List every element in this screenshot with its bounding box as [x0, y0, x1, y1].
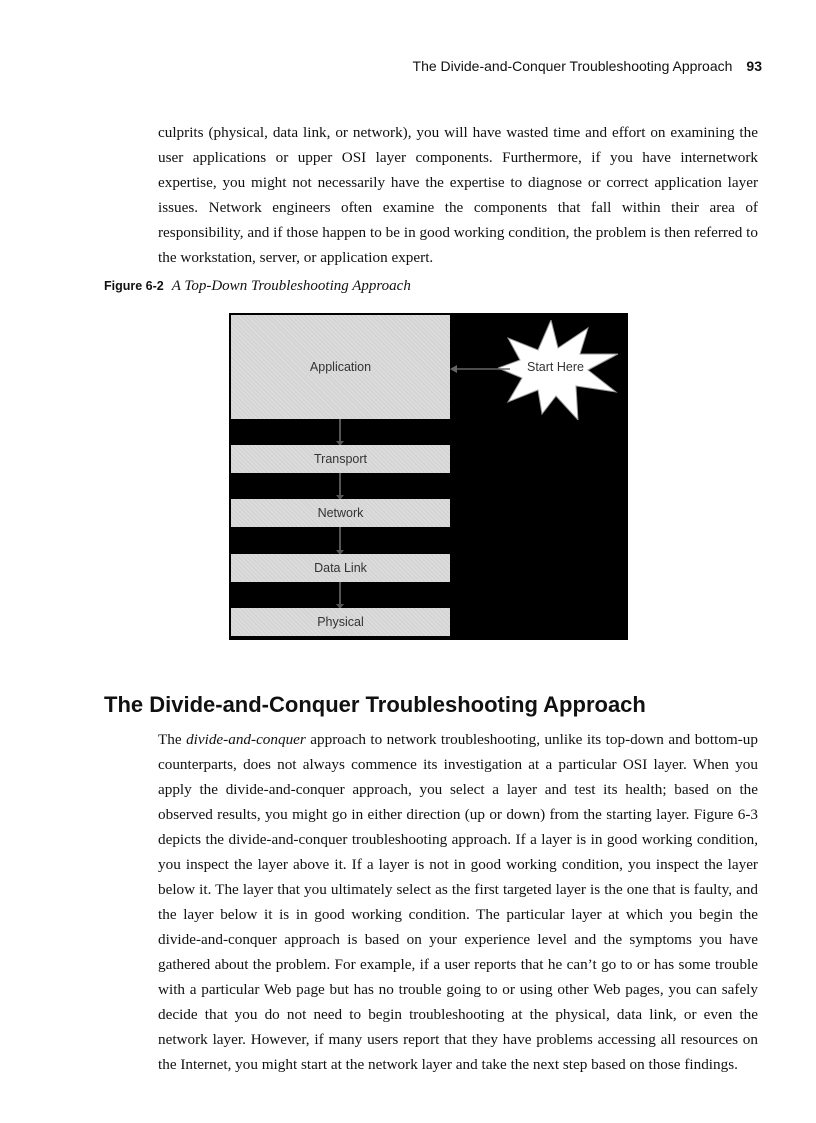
layer-label: Application [309, 360, 372, 374]
figure-caption [104, 277, 411, 295]
section-heading: The Divide-and-Conquer Troubleshooting Approach [104, 692, 646, 717]
paragraph-text: approach to network troubleshooting, unlike its top-down and bottom-up counterparts, does not always commence its investigation at a particular OSI layer. When you apply the divide-and-conquer approach, you select a layer and test its health; based on the observed results, you might go in either direction (up or down) from the starting layer. Figure 6-3 depicts the divide-and-conquer troubleshooting approach. If a layer is in good working condition, you inspect the layer above it. If a layer is not in good working condition, you inspect the layer below it. The layer that you ultimately select as the first targeted layer is the one that is faulty, and the layer below it is in good working condition. The particular layer at which you begin the divide-and-conquer approach is based on your experience level and the symptoms you have gathered about the problem. For example, if a user reports that he can’t go to or has some trouble with a particular Web page but has no trouble going to or using other Web pages, you can safely decide that you do not need to begin troubleshooting at the physical, data link, or even the network layer. However, if many users report that they have problems accessing all resources on the Internet, you might start at the network layer and take the next step based on those findings. [158, 731, 758, 1073]
italic-term: divide-and-conquer [186, 731, 306, 748]
layer-application [231, 315, 450, 419]
figure-label: Figure 6-2 [104, 279, 164, 293]
start-here-label: Start Here [527, 360, 584, 374]
figure-title: A Top-Down Troubleshooting Approach [171, 278, 411, 294]
layer-network [231, 499, 450, 527]
layer-label: Network [317, 506, 364, 520]
left-arrow-icon [450, 363, 510, 375]
body-paragraph: culprits (physical, data link, or network), you will have wasted time and effort on examining the user applications or upper OSI layer components. Furthermore, if you have internetwork expertise, you might not necessarily have the expertise to diagnose or correct application layer issues. Network engineers often examine the components that fall within their area of responsibility, and if those happen to be in good working condition, the problem is then referred to the workstation, server, or application expert. [158, 124, 758, 266]
running-head-title: The Divide-and-Conquer Troubleshooting Approach [412, 58, 733, 74]
top-down-diagram [229, 313, 628, 640]
down-arrow [339, 527, 341, 554]
layer-label: Data Link [314, 561, 367, 575]
down-arrow [339, 582, 341, 608]
down-arrow [339, 419, 341, 445]
layer-data-link [231, 554, 450, 582]
body-paragraph [158, 727, 758, 1077]
page-number: 93 [746, 58, 762, 74]
down-arrow [339, 473, 341, 499]
layer-transport [231, 445, 450, 473]
layer-physical [231, 608, 450, 636]
paragraph-intro: The [158, 731, 187, 748]
layer-label: Physical [317, 615, 364, 629]
running-head [413, 58, 762, 74]
layer-label: Transport [313, 452, 368, 466]
